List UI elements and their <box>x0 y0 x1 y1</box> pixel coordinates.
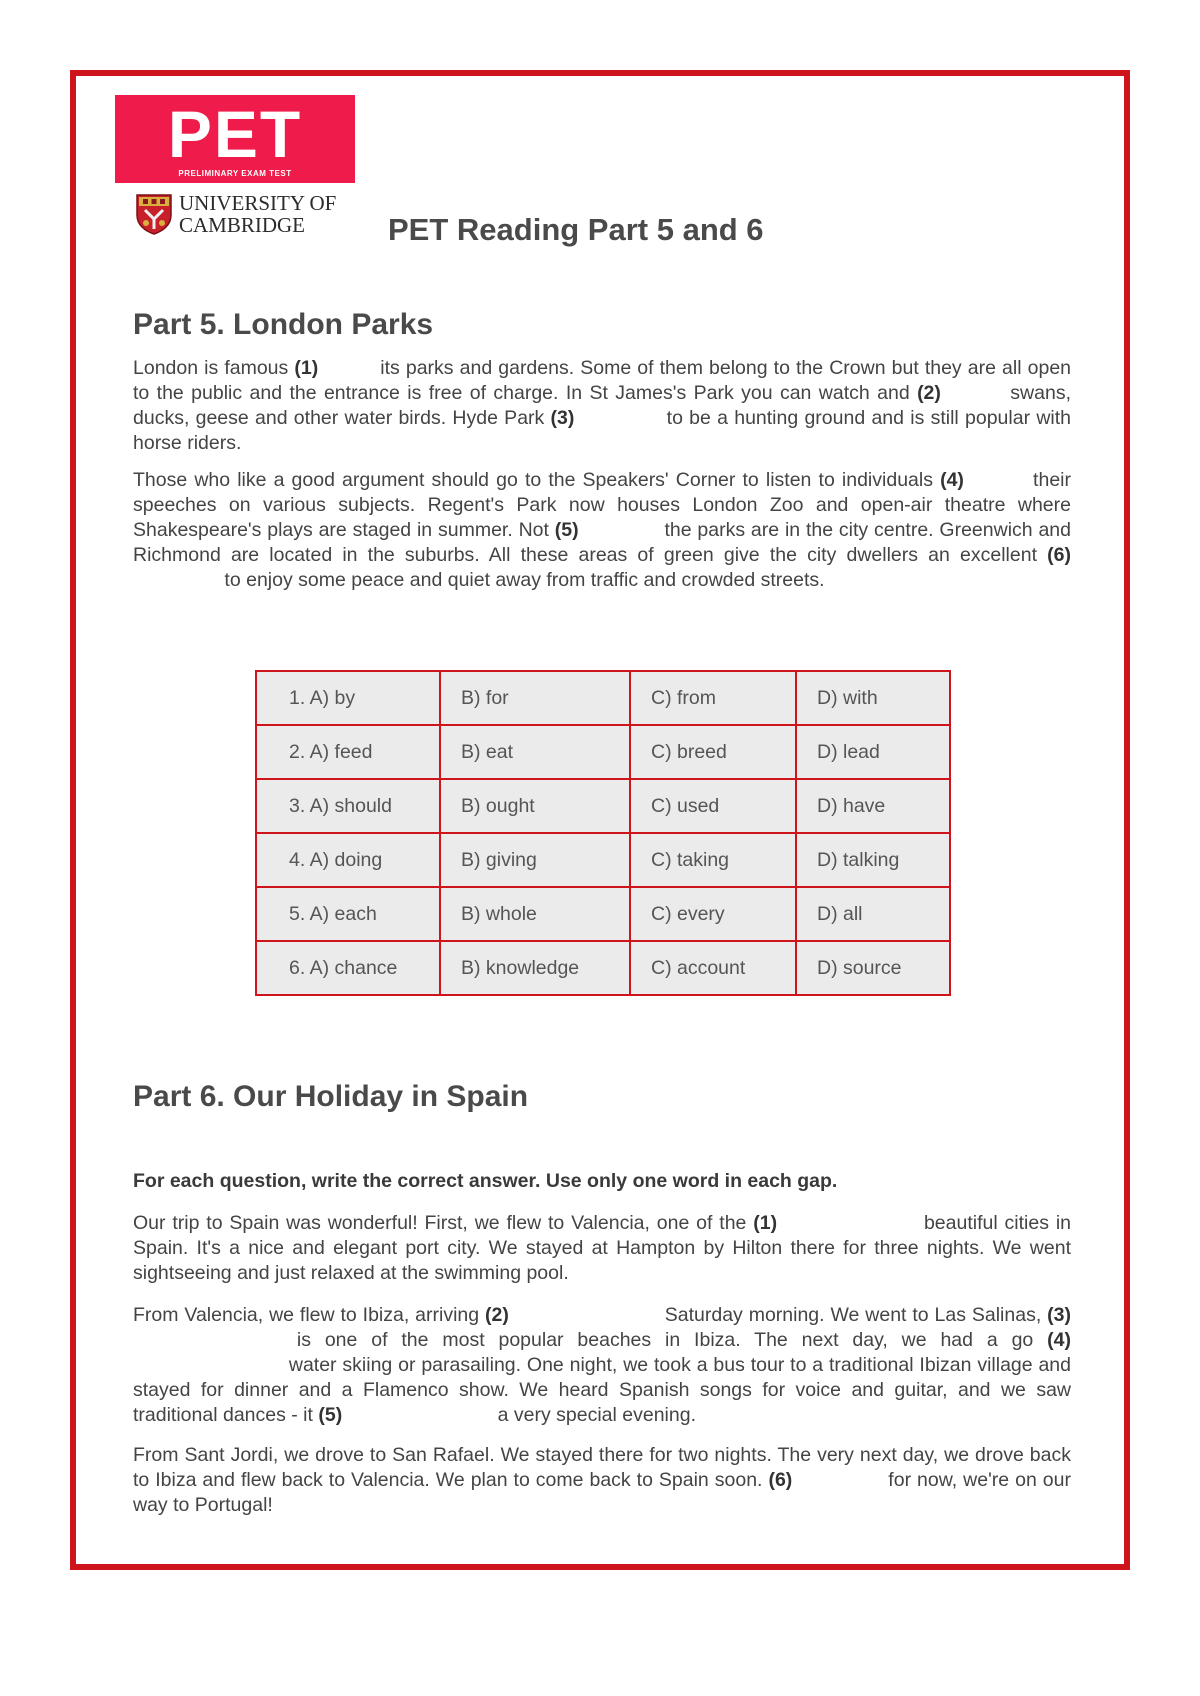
part5-heading: Part 5. London Parks <box>133 308 434 341</box>
option-cell: B) whole <box>440 887 630 941</box>
option-cell: D) talking <box>796 833 950 887</box>
options-row <box>256 671 950 725</box>
option-cell: B) eat <box>440 725 630 779</box>
university-line2: CAMBRIDGE <box>179 213 306 237</box>
gap-label: (2) <box>485 1304 509 1326</box>
pet-logo <box>115 95 355 183</box>
part6-paragraph-1: Our trip to Spain was wonderful! First, we flew to Valencia, one of the (1) beautiful cities in Spain. It's a nice and elegant port city. We stayed at Hampton by Hilton there for three nights. We went sightseeing and just relaxed at the swimming pool. <box>133 1212 1071 1284</box>
part5-paragraph-1: London is famous (1) its parks and gardens. Some of them belong to the Crown but they are all open to the public and the entrance is free of charge. In St James's Park you can watch and (2) swans, ducks, geese and other water birds. Hyde Park (3) to be a hunting ground and is still popular with horse riders. <box>133 357 1072 454</box>
gap-label: (3) <box>1047 1304 1071 1326</box>
options-row <box>256 725 950 779</box>
cambridge-crest-icon <box>135 193 173 235</box>
option-cell: D) lead <box>796 725 950 779</box>
gap-label: (3) <box>550 407 575 429</box>
gap-label: (5) <box>318 1404 343 1426</box>
option-cell: C) breed <box>630 725 796 779</box>
gap-label: (4) <box>940 469 964 491</box>
option-cell: 1. A) by <box>256 671 440 725</box>
university-line1: UNIVERSITY OF <box>179 191 337 215</box>
option-cell: C) from <box>630 671 796 725</box>
option-cell: B) for <box>440 671 630 725</box>
options-row <box>256 779 950 833</box>
gap-label: (4) <box>1047 1329 1071 1351</box>
gap-label: (1) <box>294 357 319 379</box>
part6-instruction: For each question, write the correct answer. Use only one word in each gap. <box>133 1170 838 1192</box>
options-table <box>255 670 951 996</box>
option-cell: 2. A) feed <box>256 725 440 779</box>
gap-label: (5) <box>554 519 579 541</box>
option-cell: D) with <box>796 671 950 725</box>
gap-label: (6) <box>1047 544 1071 566</box>
part5-paragraph-2: Those who like a good argument should go to the Speakers' Corner to listen to individuals (4) their speeches on various subjects. Regent's Park now houses London Zoo and open-air theatre where Shakespeare's plays are staged in summer. Not (5) the parks are in the city centre. Greenwich and Richmond are located in the suburbs. All these areas of green give the city dwellers an excellent (6) to enjoy some peace and quiet away from traffic and crowded streets. <box>133 469 1072 591</box>
option-cell: D) source <box>796 941 950 995</box>
university-logo <box>135 192 336 236</box>
option-cell: B) knowledge <box>440 941 630 995</box>
options-row <box>256 887 950 941</box>
gap-label: (2) <box>917 382 941 404</box>
part6-paragraph-3: From Sant Jordi, we drove to San Rafael. We stayed there for two nights. The very next day, we drove back to Ibiza and flew back to Valencia. We plan to come back to Spain soon. (6) for now, we're on our way to Portugal! <box>133 1444 1071 1516</box>
option-cell: B) giving <box>440 833 630 887</box>
part6-paragraph-2: From Valencia, we flew to Ibiza, arriving (2) Saturday morning. We went to Las Salinas, (3) is one of the most popular beaches in Ibiza. The next day, we had a go (4) water skiing or parasailing. One night, we took a bus tour to a traditional Ibizan village and stayed for dinner and a Flamenco show. We heard Spanish songs for voice and guitar, and we saw traditional dances - it (5) a very special evening. <box>133 1304 1071 1426</box>
option-cell: 4. A) doing <box>256 833 440 887</box>
option-cell: C) taking <box>630 833 796 887</box>
document-title: PET Reading Part 5 and 6 <box>388 212 764 247</box>
option-cell: 6. A) chance <box>256 941 440 995</box>
option-cell: B) ought <box>440 779 630 833</box>
options-row <box>256 833 950 887</box>
option-cell: C) every <box>630 887 796 941</box>
logo-subtitle: PRELIMINARY EXAM TEST <box>178 169 292 178</box>
option-cell: D) have <box>796 779 950 833</box>
logo-text: PET <box>167 97 303 171</box>
option-cell: 5. A) each <box>256 887 440 941</box>
option-cell: 3. A) should <box>256 779 440 833</box>
option-cell: C) account <box>630 941 796 995</box>
gap-label: (1) <box>753 1212 778 1234</box>
gap-label: (6) <box>768 1469 793 1491</box>
options-row <box>256 941 950 995</box>
option-cell: C) used <box>630 779 796 833</box>
option-cell: D) all <box>796 887 950 941</box>
part6-heading: Part 6. Our Holiday in Spain <box>133 1080 529 1113</box>
